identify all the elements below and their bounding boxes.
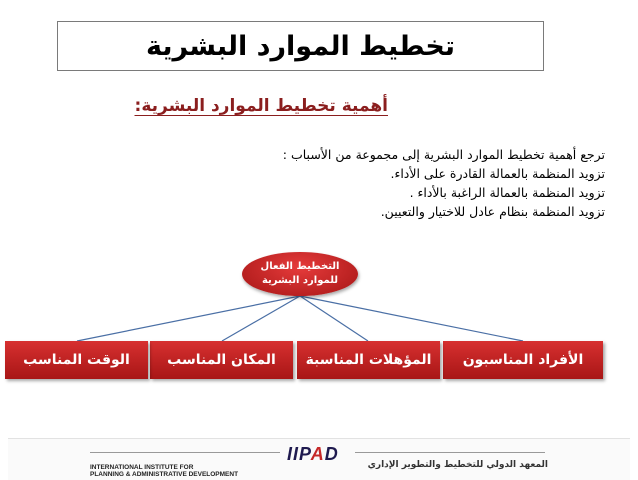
footer-divider <box>90 452 280 453</box>
institute-name-english: INTERNATIONAL INSTITUTE FOR PLANNING & ADMINISTRATIVE DEVELOPMENT <box>90 464 239 478</box>
box-label: الأفراد المناسبون <box>462 352 584 368</box>
iipad-logo: IIPAD <box>287 444 339 464</box>
box-label: المؤهلات المناسبة <box>305 352 432 368</box>
list-item: تزويد المنظمة بالعمالة القادرة على الأداء. <box>390 166 605 181</box>
list-item: تزويد المنظمة بالعمالة الراغبة بالأداء . <box>409 185 605 200</box>
section-heading: أهمية تخطيط الموارد البشرية: <box>134 96 388 116</box>
box-right-place <box>150 341 293 379</box>
center-label-line2: للموارد البشرية <box>261 275 339 286</box>
connector-line <box>222 296 300 341</box>
list-item: تزويد المنظمة بنظام عادل للاختيار والتعيين. <box>380 204 605 219</box>
box-label: الوقت المناسب <box>23 352 130 368</box>
connector-line <box>77 296 300 341</box>
center-label-line1: التخطيط الفعال <box>260 261 340 272</box>
box-right-people <box>443 341 603 379</box>
box-qualifications <box>297 341 440 379</box>
box-right-time <box>5 341 148 379</box>
slide-title: تخطيط الموارد البشرية <box>146 30 455 62</box>
box-label: المكان المناسب <box>167 352 276 368</box>
institute-name-arabic: المعهد الدولي للتخطيط والتطوير الإداري <box>367 460 548 470</box>
list-item: ترجع أهمية تخطيط الموارد البشرية إلى مجموعة من الأسباب : <box>282 147 605 162</box>
center-ellipse <box>242 252 358 296</box>
footer-divider <box>355 452 545 453</box>
